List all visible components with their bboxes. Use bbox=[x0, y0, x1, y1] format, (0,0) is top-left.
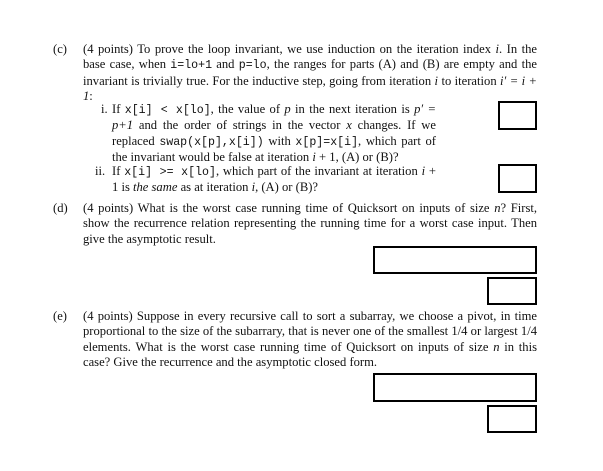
text-run: : bbox=[89, 89, 93, 104]
text-run: (4 points) Suppose in every recursive call to sort a subarray, we choose a pivot, in time proportional to the size of the subarrary, that is never one of the smallest 1/4 or largest 1/4 elements. What is the worst case running time of Quicksort on inputs of size bbox=[83, 309, 537, 354]
answer-box-e-closed-form[interactable] bbox=[487, 405, 537, 433]
code-snippet: x[i] >= x[lo] bbox=[124, 166, 216, 179]
text-run: , which part of the invariant would be false at iteration bbox=[112, 133, 437, 165]
text-run: and bbox=[212, 57, 239, 72]
text-run: , (A) or (B)? bbox=[255, 180, 319, 195]
answer-box-c-i[interactable] bbox=[498, 101, 537, 130]
part-c-ii-label: ii. bbox=[95, 164, 106, 178]
math-expression: p′ = p+1 bbox=[112, 102, 437, 133]
text-run: , the value of bbox=[210, 102, 285, 116]
text-run: , the ranges for parts (A) and (B) are empty and the invariant is trivially true. For the inductive step, going from iteration bbox=[83, 57, 538, 88]
part-c-label: (c) bbox=[53, 42, 67, 56]
math-expression: i bbox=[312, 150, 316, 165]
math-expression: i′ = i + 1 bbox=[83, 73, 537, 104]
code-snippet: x[p]=x[i] bbox=[295, 135, 359, 149]
text-run: in this case? Give the recurrence and the asymptotic closed form. bbox=[83, 339, 537, 370]
part-c-i-label: i. bbox=[101, 102, 108, 116]
code-snippet: p=lo bbox=[238, 59, 267, 73]
part-e-text bbox=[83, 309, 537, 371]
code-snippet: i=lo+1 bbox=[170, 59, 213, 73]
part-d-label: (d) bbox=[53, 201, 68, 215]
code-snippet: swap(x[p],x[i]) bbox=[159, 135, 264, 149]
answer-box-d-asymptotic[interactable] bbox=[487, 277, 537, 305]
math-expression: x bbox=[346, 118, 352, 133]
math-expression: i bbox=[251, 180, 256, 195]
math-expression: i bbox=[421, 164, 426, 178]
text-run: and the order of strings in the vector bbox=[133, 118, 347, 133]
text-run: changes. If we replaced bbox=[112, 118, 436, 148]
code-snippet: x[i] < x[lo] bbox=[124, 104, 211, 117]
answer-box-c-ii[interactable] bbox=[498, 164, 537, 193]
math-expression: p bbox=[284, 102, 291, 116]
part-c-ii-text bbox=[112, 164, 436, 196]
text-run: in the next iteration is bbox=[290, 102, 415, 116]
text-run: If bbox=[112, 102, 125, 116]
text-run: as at iteration bbox=[177, 180, 252, 195]
math-expression: i bbox=[434, 73, 439, 88]
text-run: (4 points) To prove the loop invariant, we use induction on the iteration index bbox=[83, 42, 496, 56]
text-run: to iteration bbox=[438, 73, 501, 88]
part-e-label: (e) bbox=[53, 309, 67, 323]
text-run: . In the base case, when bbox=[83, 42, 537, 72]
part-c-text bbox=[83, 42, 537, 105]
part-c-i-text bbox=[112, 102, 436, 166]
text-run: with bbox=[263, 133, 296, 148]
text-run: , which part of the invariant at iteration bbox=[215, 164, 422, 178]
part-d-text bbox=[83, 201, 537, 247]
answer-box-d-recurrence[interactable] bbox=[373, 246, 537, 274]
text-run: + 1, (A) or (B)? bbox=[315, 150, 399, 165]
math-expression: n bbox=[494, 201, 501, 215]
text-run: If bbox=[112, 164, 125, 178]
math-expression: i bbox=[495, 42, 499, 56]
text-run: + 1 is bbox=[112, 164, 436, 195]
text-run: ? First, show the recurrence relation representing the running time for a worst case input. Then give the asymptotic result. bbox=[83, 201, 538, 246]
math-expression: n bbox=[493, 339, 500, 354]
text-run: the same bbox=[133, 180, 178, 195]
text-run: (4 points) What is the worst case running time of Quicksort on inputs of size bbox=[83, 201, 495, 215]
answer-box-e-recurrence[interactable] bbox=[373, 373, 537, 402]
